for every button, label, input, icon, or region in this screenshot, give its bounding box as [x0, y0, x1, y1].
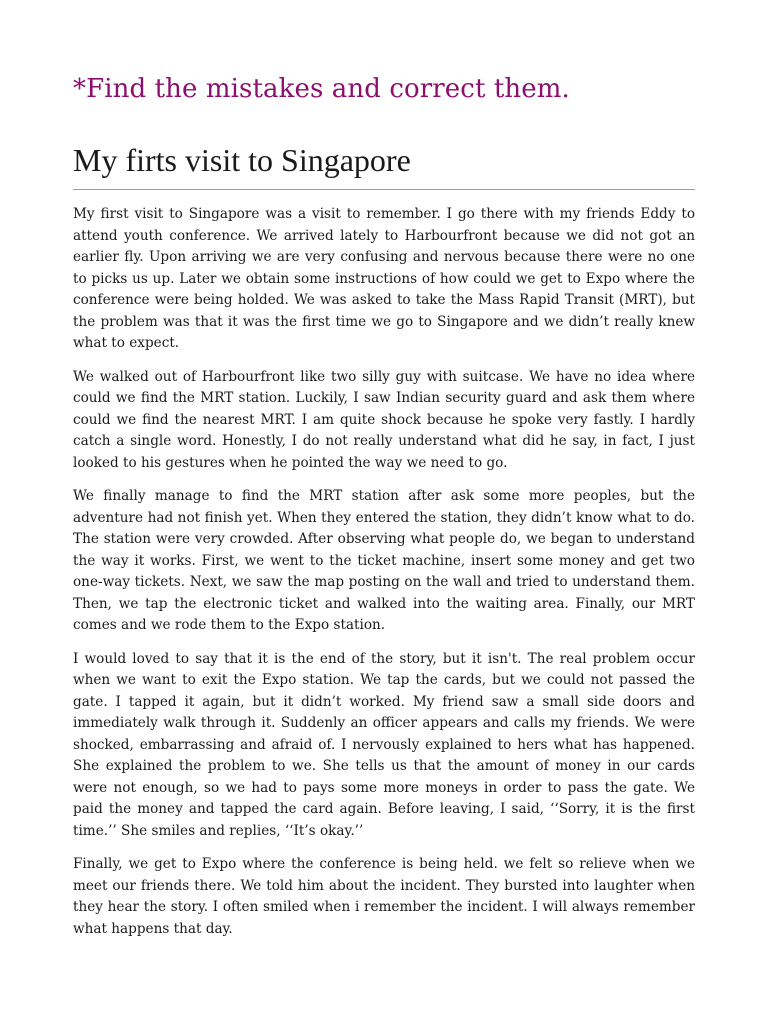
paragraph-4: I would loved to say that it is the end of the story, but it isn't. The real problem occur when we want to exit the Expo station. We tap the cards, but we could not passed the gate. I tapped it again, but it didn’t worked. My friend saw a small side doors and immediately walk through it. Suddenly an officer appears and calls my friends. We were shocked, embarrassing and afraid of. I nervously explained to hers what has happened. She explained the problem to we. She tells us that the amount of money in our cards were not enough, so we had to pays some more moneys in order to pass the gate. We paid the money and tapped the card again. Before leaving, I said, ‘‘Sorry, it is the first time.’’ She smiles and replies, ‘‘It’s okay.’’ — [73, 650, 695, 839]
paragraph-5: Finally, we get to Expo where the conference is being held. we felt so relieve when we meet our friends there. We told him about the incident. They bursted into laughter when they hear the story. I often smiled when i remember the incident. I will always remember what happens that day. — [73, 856, 695, 937]
essay-title: My firts visit to Singapore — [73, 142, 411, 178]
essay-body — [73, 204, 695, 940]
title-block — [73, 140, 695, 190]
paragraph-3: We finally manage to find the MRT station after ask some more peoples, but the adventure had not finish yet. When they entered the station, they didn’t know what to do. The station were very crowded. After observing what people do, we began to understand the way it works. First, we went to the ticket machine, insert some money and get two one-way tickets. Next, we saw the map posting on the wall and tried to understand them. Then, we tap the electronic ticket and walked into the waiting area. Finally, our MRT comes and we rode them to the Expo station. — [73, 488, 695, 633]
paragraph-2: We walked out of Harbourfront like two silly guy with suitcase. We have no idea where could we find the MRT station. Luckily, I saw Indian security guard and ask them where could we find the nearest MRT. I am quite shock because he spoke very fastly. I hardly catch a single word. Honestly, I do not really understand what did he say, in fact, I just looked to his gestures when he pointed the way we need to go. — [73, 368, 695, 471]
exercise-instruction: *Find the mistakes and correct them. — [73, 74, 570, 104]
paragraph-1: My first visit to Singapore was a visit to remember. I go there with my friends Eddy to attend youth conference. We arrived lately to Harbourfront because we did not got an earlier fly. Upon arriving we are very confusing and nervous because there were no one to picks us up. Later we obtain some instructions of how could we get to Expo where the conference were being holded. We was asked to take the Mass Rapid Transit (MRT), but the problem was that it was the first time we go to Singapore and we didn’t really knew what to expect. — [73, 206, 695, 351]
